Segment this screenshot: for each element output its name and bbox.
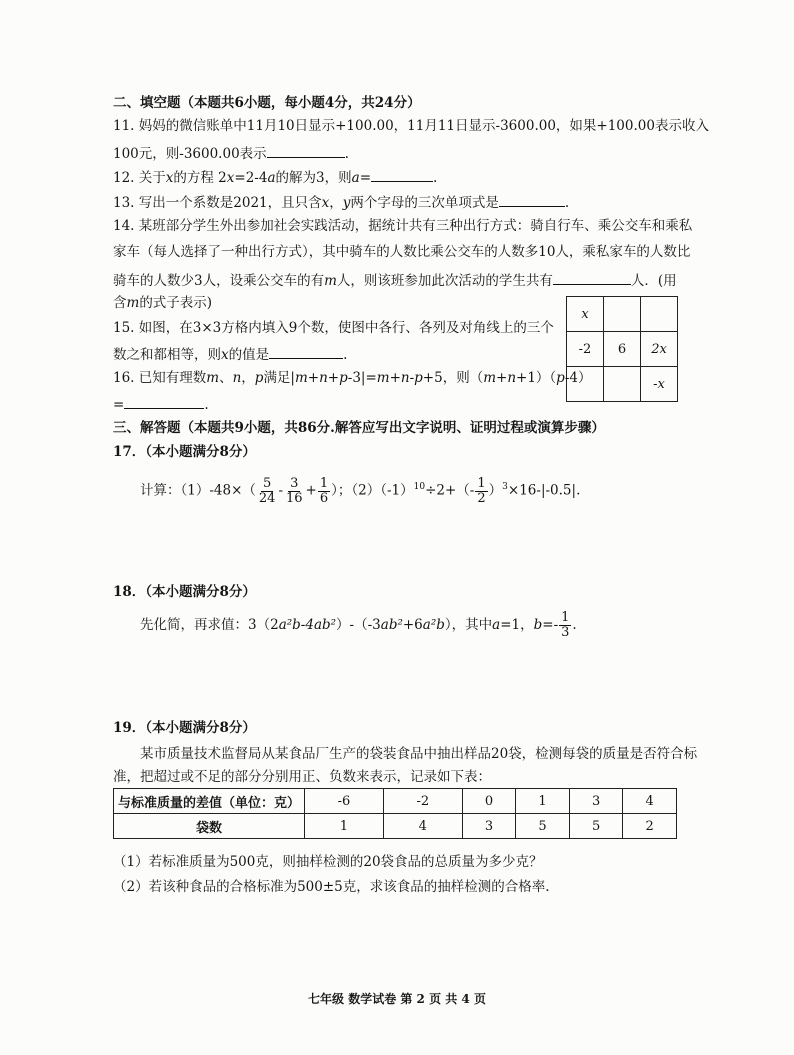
table-cell: 5: [569, 814, 623, 839]
q16-n: n: [232, 370, 242, 386]
q15-line1: 15. 如图，在3×3方格内填入9个数，使图中各行、各列及对角线上的三个: [113, 320, 554, 336]
frac-den: 16: [286, 490, 303, 506]
table-cell: 4: [623, 789, 677, 814]
q14-d3: 的式子表示): [139, 295, 213, 311]
q14-line1: 14. 某班部分学生外出参加社会实践活动，据统计共有三种出行方式：骑自行车、乘公交车和乘私: [113, 218, 693, 234]
frac-num: 1: [319, 475, 329, 491]
q18-i: =1，: [500, 617, 534, 633]
q16-sep2: ，: [241, 370, 255, 386]
table-header-diff: 与标准质量的差值（单位：克）: [114, 789, 305, 814]
q16-answer-blank: [124, 394, 204, 409]
q13-line: [113, 192, 569, 212]
q16-expr3: m+n: [483, 370, 517, 386]
q14-c3: 人，则该班参加此次活动的学生共有: [336, 273, 553, 289]
q16-expr2: m+n-p: [376, 370, 423, 386]
table-cell: 0: [462, 789, 516, 814]
q12-line: [113, 167, 437, 187]
q18-g: ），其中: [444, 617, 493, 633]
q18-e: +6: [402, 617, 423, 633]
q15-end: .: [343, 347, 348, 363]
table-cell: 2: [623, 814, 677, 839]
grid-cell: [604, 367, 641, 402]
q16-line1: [113, 369, 591, 387]
q17-sup1: 10: [413, 482, 426, 492]
q19-line1: 某市质量技术监督局从某食品厂生产的袋装食品中抽出样品20袋，检测每袋的质量是否符合标: [140, 746, 698, 762]
table-cell: 4: [383, 814, 462, 839]
q17-a: 计算：（1）-48×（: [140, 482, 256, 499]
q18-f: a²b: [422, 617, 445, 633]
q18-c: ）-（-3: [336, 617, 381, 633]
q18-j: b: [533, 617, 543, 633]
frac-den: 3: [561, 625, 570, 640]
q14-c4: 人．(用: [630, 273, 677, 289]
table-cell: 1: [516, 789, 570, 814]
q12-a: 12. 关于: [113, 170, 166, 186]
q12-f: 的解为3，则: [275, 170, 352, 186]
q16-eq: =: [113, 397, 125, 413]
table-cell: -2: [383, 789, 462, 814]
q16-expr1: m+n+p: [295, 370, 348, 386]
grid-cell: [604, 297, 641, 332]
q16-expr4: p: [556, 370, 565, 386]
frac-num: 1: [561, 610, 570, 625]
table-cell: 1: [305, 814, 384, 839]
section2-title: 二、填空题（本题共6小题，每小题4分，共24分）: [113, 95, 421, 111]
section3-title: 三、解答题（本题共9小题，共86分.解答应写出文字说明、证明过程或演算步骤）: [113, 420, 605, 436]
frac-num: 1: [477, 475, 486, 491]
q12-b: 的方程 2: [173, 170, 227, 186]
grid-cell: x: [567, 297, 604, 332]
q13-sep: ，: [329, 195, 343, 211]
q19-part1: （1）若标准质量为500克，则抽样检测的20袋食品的总质量为多少克？: [113, 854, 543, 870]
q16-end: .: [204, 397, 209, 413]
table-row: [114, 789, 677, 814]
q18-end: .: [572, 617, 577, 633]
q12-e: a: [267, 170, 276, 186]
q13-b: 两个字母的三次单项式是: [350, 195, 499, 211]
frac-den: 2: [477, 490, 486, 506]
q14-d1: 含: [113, 295, 127, 311]
q11-text: 100元，则-3600.00表示: [113, 146, 267, 162]
q12-c: x: [226, 170, 235, 186]
frac-num: 5: [263, 475, 272, 491]
frac-num: 3: [290, 475, 299, 491]
q19-line2: 准，把超过或不足的部分分别用正、负数来表示，记录如下表：: [113, 769, 491, 785]
q14-c1: 骑车的人数少3人，设乘公交车的有: [113, 273, 325, 289]
fraction: [559, 611, 571, 640]
q18-k: =-: [542, 617, 559, 633]
q13-answer-blank: [499, 192, 565, 207]
grid-cell: [641, 297, 678, 332]
q14-line2: 家车（每人选择了一种出行方式），其中骑车的人数比乘公交车的人数多10人，乘私家车的人数比: [113, 244, 691, 260]
table-header-count: 袋数: [114, 814, 305, 839]
page-footer: 七年级 数学试卷 第 2 页 共 4 页: [308, 992, 486, 1006]
q14-m: m: [324, 273, 337, 289]
q13-end: .: [564, 195, 570, 211]
q16-line2: [113, 394, 209, 414]
q12-h: =: [359, 170, 371, 186]
q12-d: =2-4: [234, 170, 268, 186]
q12-g: a: [351, 170, 360, 186]
q19-title: 19．（本小题满分8分）: [113, 720, 256, 736]
q18-h: a: [492, 617, 501, 633]
q18-title: 18．（本小题满分8分）: [113, 584, 256, 600]
q11-answer-blank: [267, 143, 345, 158]
q16-sep1: 、: [219, 370, 233, 386]
q16-a1: 16. 已知有理数: [113, 370, 207, 386]
q15-answer-blank: [269, 344, 343, 359]
q15-line2: [113, 344, 347, 364]
q16-a2: 满足|: [263, 370, 295, 386]
q16-a5: +1）（: [516, 370, 557, 386]
q13-a: 13. 写出一个系数是2021，且只含: [113, 195, 322, 211]
grid-cell: 6: [604, 332, 641, 367]
q17-minus: -: [278, 482, 283, 499]
q18-b: a²b-4ab²: [278, 617, 337, 633]
q16-p: p: [254, 370, 264, 386]
table-row: [114, 814, 677, 839]
quality-data-table: [113, 788, 677, 839]
q16-m: m: [206, 370, 220, 386]
q16-a3: -3|=: [347, 370, 377, 386]
q18-d: ab²: [380, 617, 403, 633]
q12-end: .: [433, 170, 438, 186]
fraction: [475, 477, 487, 506]
q16-a4: +5，则（: [422, 370, 484, 386]
q17-expression: [140, 472, 580, 506]
q16-a6: -4）: [564, 370, 592, 386]
grid-cell: -x: [641, 367, 678, 402]
q17-sup2: 3: [502, 482, 508, 492]
q11-line1: 11. 妈妈的微信账单中11月10日显示+100.00，11月11日显示-3600.00，如果+100.00表示收入: [113, 118, 709, 134]
q12-x: x: [165, 170, 174, 186]
q13-x: x: [321, 195, 330, 211]
q15-x: x: [221, 347, 229, 363]
q18-expression: [140, 610, 577, 640]
q11-line2: [113, 143, 349, 163]
grid-cell: -2: [567, 332, 604, 367]
q13-y: y: [342, 195, 351, 211]
frac-den: 6: [319, 490, 329, 506]
frac-den: 24: [258, 490, 276, 506]
q17-e: ×16-|-0.5|.: [507, 482, 581, 499]
q17-plus: +: [305, 482, 317, 499]
table-cell: -6: [305, 789, 384, 814]
q17-c: ÷2+（-: [425, 482, 475, 499]
fraction: [318, 477, 330, 506]
q19-part2: （2）若该种食品的合格标准为500±5克，求该食品的抽样检测的合格率.: [113, 879, 550, 895]
grid-cell: 2x: [641, 332, 678, 367]
q17-d: ）: [488, 482, 503, 499]
q14-m2: m: [126, 295, 140, 311]
q12-answer-blank: [371, 167, 433, 182]
table-cell: 5: [516, 814, 570, 839]
q14-line3: [113, 270, 677, 290]
table-cell: 3: [462, 814, 516, 839]
table-cell: 3: [569, 789, 623, 814]
fraction: [257, 477, 278, 506]
q17-title: 17．（本小题满分8分）: [113, 444, 256, 460]
q15-b3: 的值是: [228, 347, 270, 363]
q11-end: .: [344, 146, 349, 162]
q18-a: 先化简，再求值：3（2: [140, 617, 279, 633]
q15-b1: 数之和都相等，则: [113, 347, 221, 363]
q14-answer-blank: [553, 270, 631, 285]
q17-b: ）；（2）（-1）: [331, 482, 414, 499]
fraction: [284, 477, 305, 506]
q14-line4: [113, 294, 212, 312]
